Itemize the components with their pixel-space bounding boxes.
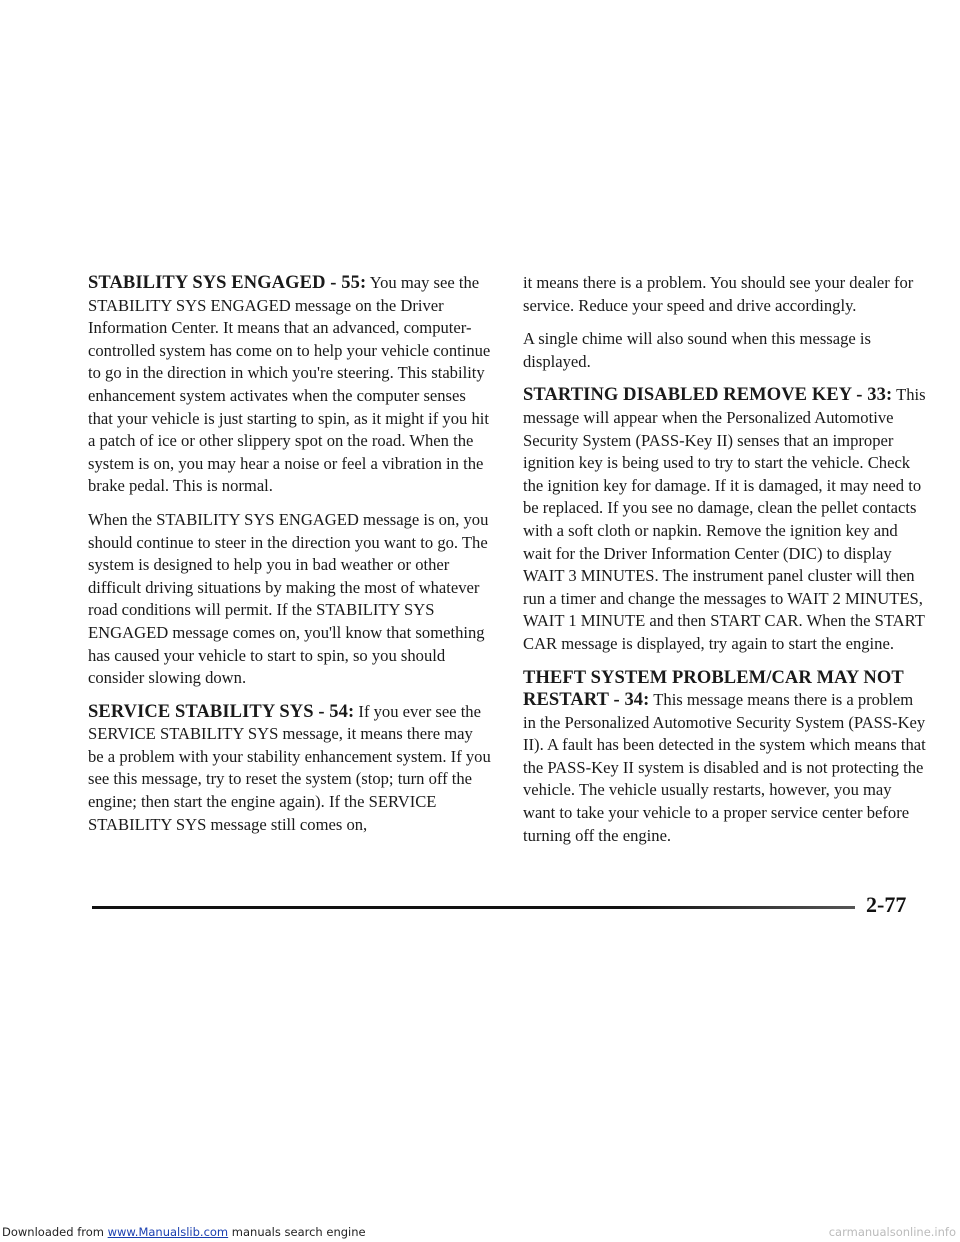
page-rule bbox=[92, 906, 855, 909]
service-stability-paragraph bbox=[88, 701, 492, 837]
service-continued-paragraph bbox=[523, 272, 927, 317]
stability-engaged-paragraph bbox=[88, 272, 492, 498]
service-stability-text: If you ever see the SERVICE STABILITY SYS message, it means there may be a problem with your stability enhancement system. If you see this message, try to reset the system (stop; turn off the engine; then start the engine again). If the SERVICE STABILITY SYS message still comes on, bbox=[88, 701, 491, 834]
stability-engaged-on-paragraph bbox=[88, 509, 492, 690]
stability-engaged-text: You may see the STABILITY SYS ENGAGED message on the Driver Information Center. It means that an advanced, computer-controlled system has come on to help your vehicle continue to go in the direction in which you're steering. This stability enhancement system activates when the computer senses that your vehicle is just starting to spin, as it might if you hit a patch of ice or other slippery spot on the road. When the system is on, you may hear a noise or feel a vibration in the brake pedal. This is normal. bbox=[88, 273, 491, 496]
chime-text: A single chime will also sound when this message is displayed. bbox=[523, 329, 871, 371]
theft-system-text: This message means there is a problem in the Personalized Automotive Security System (PASS-Key II). A fault has been detected in the system which means that the PASS-Key II system is disabled and is not protecting the vehicle. The vehicle usually restarts, however, you may want to take your vehicle to a proper service center before turning off the engine. bbox=[523, 690, 926, 845]
left-column bbox=[88, 272, 492, 847]
starting-disabled-text: This message will appear when the Personalized Automotive Security System (PASS-Key II) senses that an improper ignition key is being used to try to start the vehicle. Check the ignition key for damage. If it is damaged, it may need to be replaced. If you see no damage, clean the pellet contacts with a soft cloth or napkin. Remove the ignition key and wait for the Driver Information Center (DIC) to display WAIT 3 MINUTES. The instrument panel cluster will then run a timer and change the messages to WAIT 2 MINUTES, WAIT 1 MINUTE and then START CAR. When the START CAR message is displayed, try again to start the engine. bbox=[523, 385, 926, 653]
download-footer bbox=[0, 1224, 960, 1242]
service-continued-text: it means there is a problem. You should see your dealer for service. Reduce your speed and drive accordingly. bbox=[523, 273, 914, 315]
stability-engaged-on-text: When the STABILITY SYS ENGAGED message is on, you should continue to steer in the direction you want to go. The system is designed to help you in bad weather or other difficult driving situations by making the most of whatever road conditions will permit. If the STABILITY SYS ENGAGED message comes on, you'll know that something has caused your vehicle to start to spin, so you should consider slowing down. bbox=[88, 509, 489, 688]
service-stability-heading: SERVICE STABILITY SYS - 54: bbox=[88, 701, 355, 722]
starting-disabled-heading: STARTING DISABLED REMOVE KEY - 33: bbox=[523, 385, 893, 406]
stability-engaged-heading: STABILITY SYS ENGAGED - 55: bbox=[88, 273, 367, 293]
footer-suffix: manuals search engine bbox=[228, 1225, 366, 1239]
right-column bbox=[523, 272, 927, 858]
theft-system-paragraph bbox=[523, 667, 927, 848]
footer-prefix: Downloaded from bbox=[2, 1225, 108, 1239]
footer-source bbox=[2, 1225, 366, 1239]
footer-watermark: carmanualsonline.info bbox=[828, 1225, 956, 1239]
chime-paragraph bbox=[523, 328, 927, 373]
manualslib-link[interactable]: www.Manualslib.com bbox=[107, 1225, 229, 1239]
page-number: 2-77 bbox=[866, 892, 907, 917]
theft-system-heading: THEFT SYSTEM PROBLEM/CAR MAY NOT RESTART - 34: bbox=[523, 667, 904, 711]
starting-disabled-paragraph bbox=[523, 384, 927, 655]
